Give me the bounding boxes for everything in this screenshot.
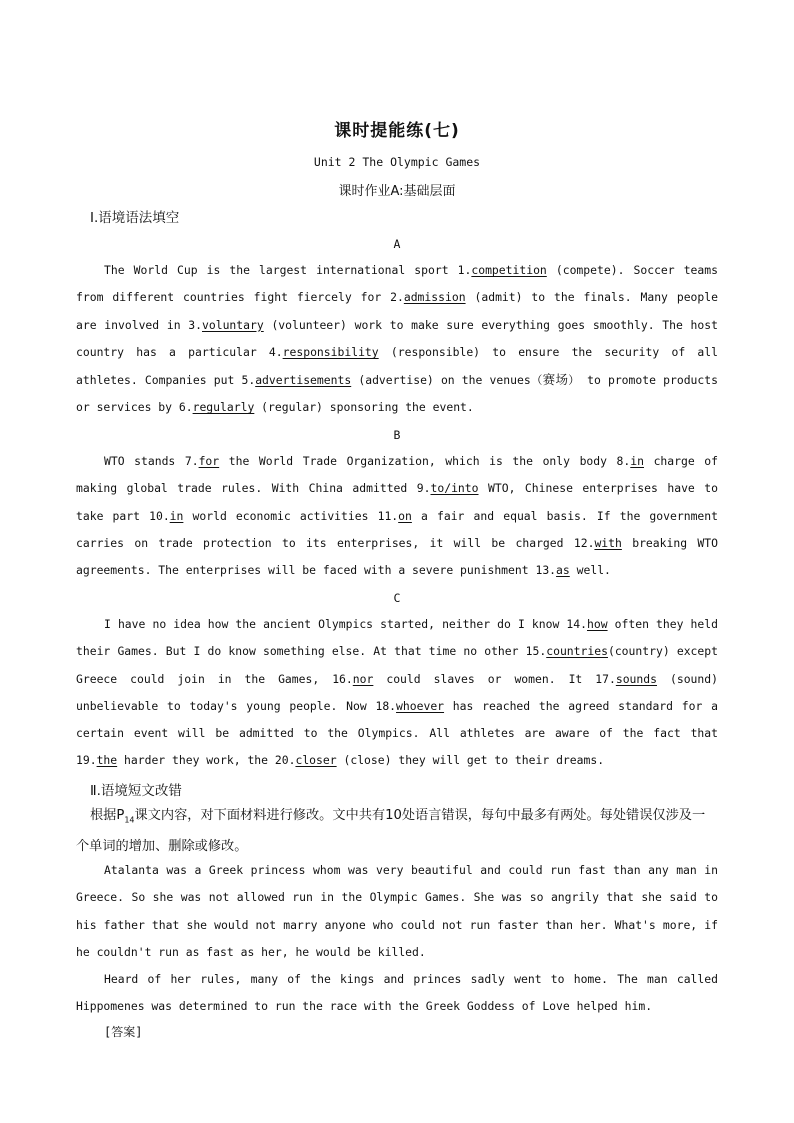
passage-c-label: C <box>393 591 401 605</box>
homework-label: 课时作业A:基础层面 <box>338 184 456 199</box>
unit-title: Unit 2 The Olympic Games <box>313 155 481 169</box>
passage-a-label: A <box>393 237 401 251</box>
page-title: 课时提能练(七) <box>334 121 460 141</box>
passage-b-label: B <box>393 428 401 442</box>
answer-19: the <box>96 753 118 768</box>
answer-7: for <box>198 454 220 468</box>
answer-9: to/into <box>430 481 479 496</box>
error-paragraph-1: Atalanta was a Greek princess whom was very beautiful and could run fast than any man in Greece. So she was not allowed run in the Olympic Games. She was so angrily that she said to his father that she would not marry anyone who could not run faster than her. What's more, if he couldn't run as fast as her, he would be killed. <box>76 863 718 959</box>
answer-6: regularly <box>192 400 255 415</box>
section-heading-grammar: Ⅰ.语境语法填空 <box>90 210 180 226</box>
answer-1: competition <box>471 263 547 277</box>
answer-12: with <box>594 535 622 550</box>
error-paragraph-2: Heard of her rules, many of the kings and princes sadly went to home. The man called Hippomenes was determined to run the race with the Greek Goddess of Love helped him. <box>76 972 718 1014</box>
answer-14: how <box>587 617 608 631</box>
instruction-text: 根据$P_{14}$课文内容，对下面材料进行修改。文中共有10处语言错误，每句中最多有两处。每处错误仅涉及一个单词的增加、删除或修改。 <box>76 808 706 854</box>
passage-a-text: The World Cup is the largest international sport 1.competition (compete). Soccer teams from different countries fight fiercely for 2.admission (admit) to the finals. Many people are involved in 3.voluntary (volunteer) work to make sure everything goes smoothly. The host country has a particular 4.responsibility (responsible) to ensure the security of all athletes. Companies put 5.advertisements (advertise) on the venues（赛场） to promote products or services by 6.regularly (regular) sponsoring the event. <box>76 263 718 415</box>
passage-b-text: WTO stands 7.for the World Trade Organization, which is the only body 8.in charge of making global trade rules. With China admitted 9.to/into WTO, Chinese enterprises have to take part 10.in world economic activities 11.on a fair and equal basis. If the government carries on trade protection to its enterprises, it will be charged 12.with breaking WTO agreements. The enterprises will be faced with a severe punishment 13.as well. <box>76 454 719 578</box>
answer-3: voluntary <box>202 317 264 332</box>
section-heading-error-correction: Ⅱ.语境短文改错 <box>90 783 182 799</box>
answer-20: closer <box>295 753 337 768</box>
answer-4: responsibility <box>282 344 379 359</box>
answer-15: countries <box>546 644 608 659</box>
answer-13: as <box>556 563 570 578</box>
answer-17: sounds <box>615 671 657 686</box>
answer-10: in <box>169 508 184 523</box>
answer-label: [答案] <box>104 1025 143 1039</box>
answer-16: nor <box>352 671 374 686</box>
answer-2: admission <box>403 290 466 305</box>
answer-8: in <box>630 454 644 468</box>
answer-5: advertisements <box>255 373 352 388</box>
passage-c-text: I have no idea how the ancient Olympics started, neither do I know 14.how often they held their Games. But I do know something else. At that time no other 15.countries(country) except Greece could join in the Games, 16.nor could slaves or women. It 17.sounds (sound) unbelievable to today's young people. Now 18.whoever has reached the agreed standard for a certain event will be admitted to the Olympics. All athletes are aware of the fact that 19.the harder they work, the 20.closer (close) they will get to their dreams. <box>76 617 718 768</box>
answer-11: on <box>398 508 412 523</box>
answer-18: whoever <box>396 698 445 713</box>
